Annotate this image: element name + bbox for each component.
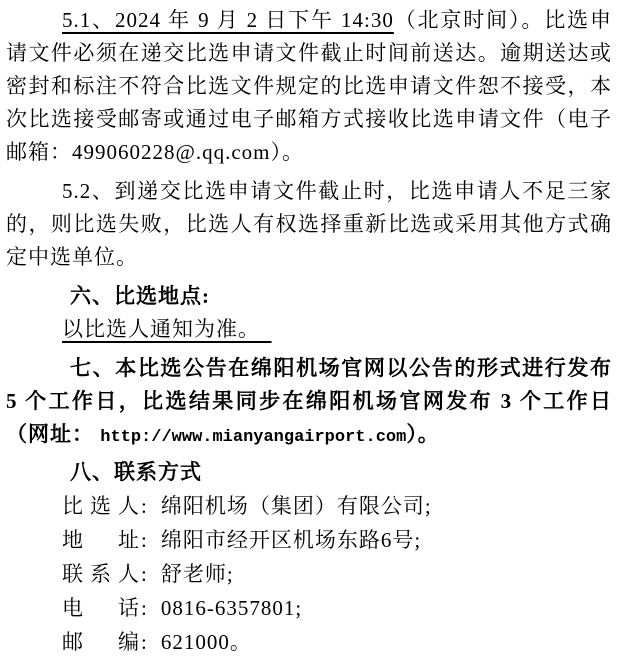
email-address: 499060228@.qq.com — [72, 140, 271, 164]
clause-7 — [6, 352, 612, 454]
organizer-value: 绵阳机场（集团）有限公司; — [160, 494, 432, 518]
contact-phone-colon: : — [141, 596, 148, 620]
clause-5-2 — [6, 175, 612, 274]
contact-address-colon: : — [141, 528, 148, 552]
clause-5-2-text: 5.2、到递交比选申请文件截止时，比选申请人不足三家的，则比选失败，比选人有权选择重新比选或采用其他方式确定中选单位。 — [6, 179, 612, 269]
clause-7-closing: ）。 — [406, 422, 440, 446]
person-value: 舒老师; — [160, 562, 234, 586]
contact-postcode — [62, 625, 612, 659]
website-url: http://www.mianyangairport.com — [100, 428, 407, 447]
heading-6-text: 六、比选地点: — [70, 284, 210, 308]
heading-8 — [6, 456, 612, 489]
location-note — [6, 313, 612, 346]
contact-organizer — [62, 489, 612, 523]
phone-value: 0816-6357801; — [160, 596, 303, 620]
clause-5-1-closing: ）。 — [270, 140, 304, 164]
organizer-label: 比选人 — [62, 494, 140, 518]
contact-person — [62, 557, 612, 591]
clause-5-1-text: （北京时间）。比选申请文件必须在递交比选申请文件截止时间前送达。逾期送达或密封和标注不符合比选文件规定的比选申请文件恕不接受，本次比选接受邮寄或通过电子邮箱方式接收比选申请文件（电子邮箱： — [6, 8, 612, 164]
clause-5-1 — [6, 4, 612, 169]
phone-label: 电话 — [62, 596, 140, 620]
contact-organizer-colon: : — [141, 494, 148, 518]
location-note-text: 以比选人通知为准。 — [62, 317, 250, 341]
heading-6 — [6, 280, 612, 313]
contact-phone — [62, 591, 612, 625]
heading-8-text: 八、联系方式 — [70, 460, 202, 484]
clause-7-text: 七、本比选公告在绵阳机场官网以公告的形式进行发布 5 个工作日，比选结果同步在绵阳机场官网发布 3 个工作日（网址： — [6, 356, 612, 446]
contact-address — [62, 523, 612, 557]
address-label: 地址 — [62, 528, 140, 552]
person-label: 联系人 — [62, 562, 140, 586]
deadline-datetime: 5.1、2024 年 9 月 2 日下午 14:30 — [62, 8, 394, 32]
postcode-label: 邮编 — [62, 630, 140, 654]
postcode-value: 621000。 — [160, 630, 252, 654]
contact-person-colon: : — [141, 562, 148, 586]
contact-postcode-colon: : — [141, 630, 148, 654]
address-value: 绵阳市经开区机场东路6号; — [160, 528, 422, 552]
